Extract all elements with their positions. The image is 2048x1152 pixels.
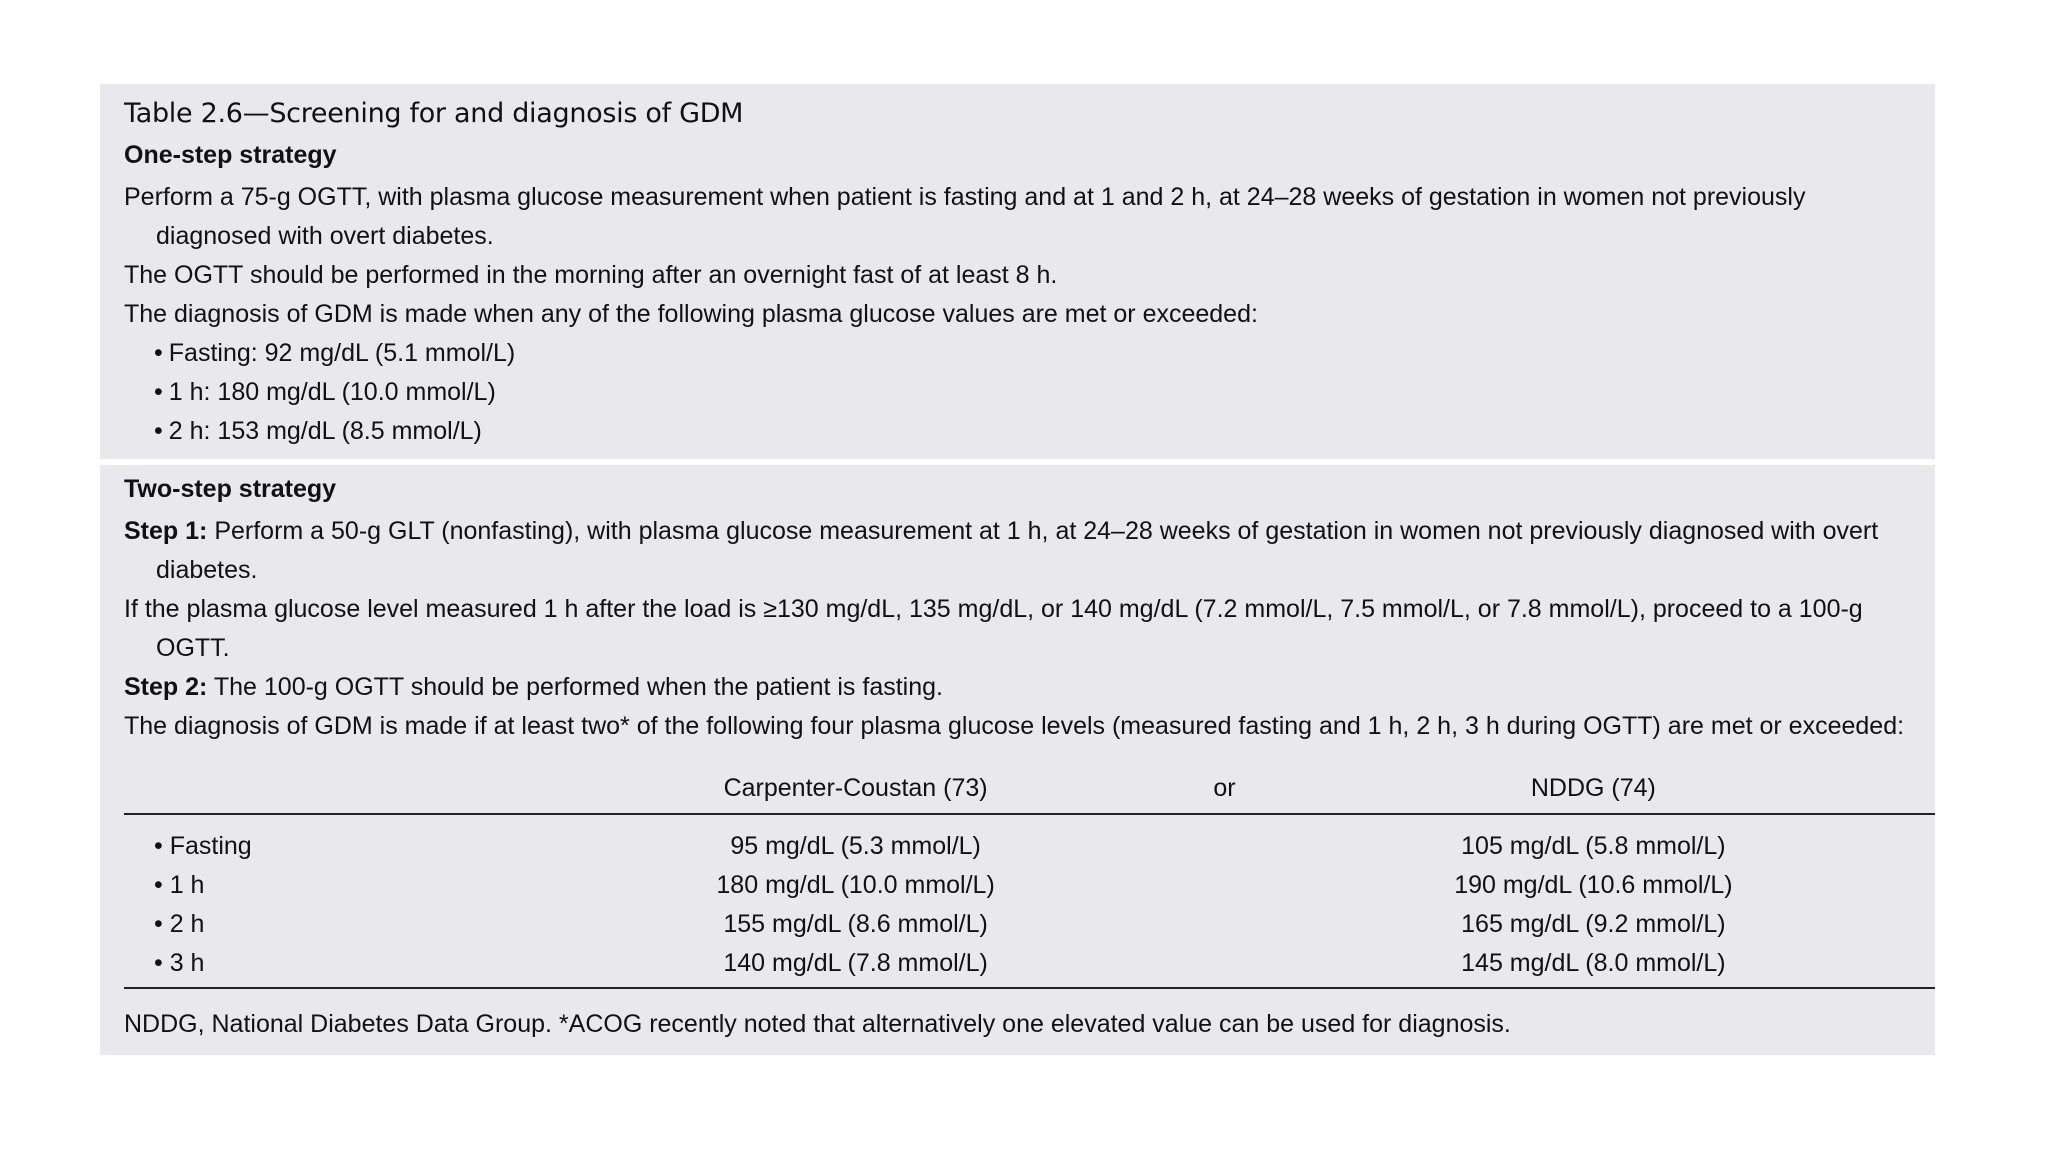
criteria-label: • 2 h <box>154 910 205 938</box>
table-row <box>124 866 1935 905</box>
criteria-header-or: or <box>1197 766 1252 814</box>
criteria-or-spacer <box>1197 944 1252 988</box>
one-step-paragraph: The diagnosis of GDM is made when any of the following plasma glucose values are met or exceeded: <box>124 300 1258 328</box>
one-step-bullet <box>124 373 1935 412</box>
table-row <box>124 905 1935 944</box>
bullet-text: 2 h: 153 mg/dL (8.5 mmol/L) <box>168 417 482 445</box>
criteria-cc-value: 95 mg/dL (5.3 mmol/L) <box>730 832 981 860</box>
bullet-icon: • <box>154 378 163 406</box>
two-step-section <box>100 465 1935 1055</box>
proceed-paragraph: If the plasma glucose level measured 1 h after the load is ≥130 mg/dL, 135 mg/dL, or 140 mg/dL (7.2 mmol/L, 7.5 mmol/L, or 7.8 mmol/L), proceed to a 100-g OGTT. <box>124 595 1863 662</box>
one-step-bullet <box>124 334 1935 373</box>
criteria-header-nddg: NDDG (74) <box>1252 766 1935 814</box>
bullet-icon: • <box>154 417 163 445</box>
table-row <box>124 814 1935 866</box>
one-step-section <box>100 84 1935 459</box>
table-row <box>124 944 1935 988</box>
criteria-cc-value: 180 mg/dL (10.0 mmol/L) <box>716 871 995 899</box>
step1-label: Step 1: <box>124 517 208 545</box>
step1-paragraph <box>124 512 1935 590</box>
step2-paragraph <box>124 668 1935 707</box>
one-step-heading: One-step strategy <box>124 141 337 169</box>
criteria-header-row <box>124 766 1935 814</box>
criteria-label: • 1 h <box>154 871 205 899</box>
criteria-label: • 3 h <box>124 944 514 988</box>
diagnosis-paragraph: The diagnosis of GDM is made if at least two* of the following four plasma glucose levels (measured fasting and 1 h, 2 h, 3 h during OGTT) are met or exceeded: <box>124 712 1905 740</box>
criteria-table <box>124 766 1935 989</box>
bullet-text: 1 h: 180 mg/dL (10.0 mmol/L) <box>168 378 496 406</box>
criteria-nddg-value: 190 mg/dL (10.6 mmol/L) <box>1454 871 1733 899</box>
criteria-nddg-value: 165 mg/dL (9.2 mmol/L) <box>1461 910 1726 938</box>
step1-text: Perform a 50-g GLT (nonfasting), with plasma glucose measurement at 1 h, at 24–28 weeks of gestation in women not previously diagnosed with overt diabetes. <box>156 517 1879 584</box>
criteria-or-spacer <box>1197 866 1252 905</box>
criteria-header-blank <box>124 766 514 814</box>
criteria-or-spacer <box>1197 905 1252 944</box>
one-step-paragraph: Perform a 75-g OGTT, with plasma glucose measurement when patient is fasting and at 1 and 2 h, at 24–28 weeks of gestation in women not previously diagnosed with overt diabetes. <box>124 183 1806 250</box>
criteria-cc-value: 140 mg/dL (7.8 mmol/L) <box>514 944 1197 988</box>
bullet-icon: • <box>154 339 163 367</box>
bullet-text: Fasting: 92 mg/dL (5.1 mmol/L) <box>168 339 516 367</box>
criteria-cc-value: 155 mg/dL (8.6 mmol/L) <box>723 910 988 938</box>
step2-label: Step 2: <box>124 673 208 701</box>
gdm-table <box>100 84 1935 1055</box>
one-step-paragraph: The OGTT should be performed in the morning after an overnight fast of at least 8 h. <box>124 261 1058 289</box>
two-step-heading: Two-step strategy <box>124 475 337 503</box>
criteria-label: • Fasting <box>154 832 252 860</box>
table-title: Table 2.6—Screening for and diagnosis of GDM <box>124 98 744 129</box>
step2-text: The 100-g OGTT should be performed when the patient is fasting. <box>213 673 943 701</box>
criteria-nddg-value: 145 mg/dL (8.0 mmol/L) <box>1252 944 1935 988</box>
table-footnote: NDDG, National Diabetes Data Group. *ACOG recently noted that alternatively one elevated value can be used for diagnosis. <box>124 1010 1511 1038</box>
criteria-nddg-value: 105 mg/dL (5.8 mmol/L) <box>1461 832 1726 860</box>
criteria-header-cc: Carpenter-Coustan (73) <box>514 766 1197 814</box>
one-step-bullet <box>124 412 1935 451</box>
criteria-or-spacer <box>1197 814 1252 866</box>
